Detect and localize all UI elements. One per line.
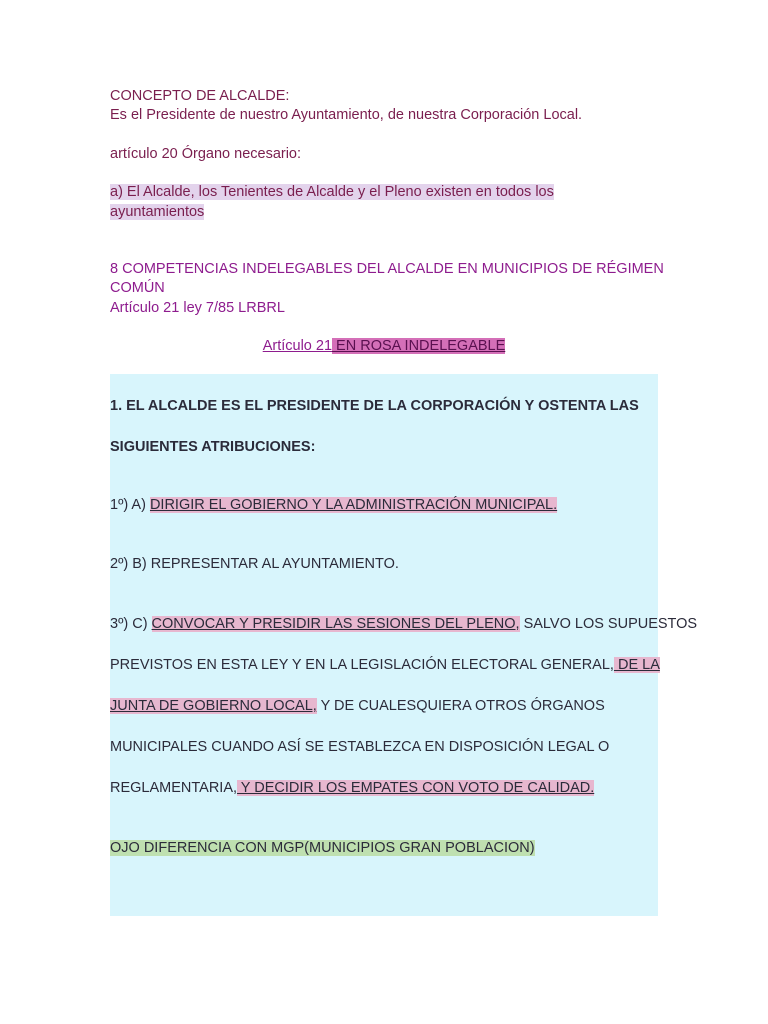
note-line-2: [110, 202, 204, 222]
note-line-1: [110, 182, 554, 202]
item-3-highlight-3: JUNTA DE GOBIERNO LOCAL,: [110, 698, 317, 714]
item-3-line-3: [110, 696, 605, 716]
box-intro-line-2: SIGUIENTES ATRIBUCIONES:: [110, 439, 316, 455]
item-3-rest-1: SALVO LOS SUPUESTOS: [519, 616, 698, 632]
section-heading-line-2: COMÚN: [110, 280, 165, 296]
item-3-prefix: 3º) C): [110, 616, 152, 632]
article-20-line: artículo 20 Órgano necesario:: [110, 146, 302, 162]
page-title: CONCEPTO DE ALCALDE:: [110, 88, 290, 104]
item-2: 2º) B) REPRESENTAR AL AYUNTAMIENTO.: [110, 556, 399, 572]
item-3-line-5: [110, 778, 594, 798]
item-3-line-1: [110, 614, 697, 634]
indelegable-tag: EN ROSA INDELEGABLE: [332, 338, 506, 354]
item-3-highlight-2: DE LA: [613, 657, 660, 673]
highlight-green: OJO DIFERENCIA CON MGP(MUNICIPIOS GRAN POBLACION): [110, 840, 535, 856]
item-3-line-2-text: PREVISTOS EN ESTA LEY Y EN LA LEGISLACIÓN ELECTORAL GENERAL,: [110, 657, 614, 673]
item-3-line-2: [110, 655, 660, 675]
box-intro-line-1: 1. EL ALCALDE ES EL PRESIDENTE DE LA CORPORACIÓN Y OSTENTA LAS: [110, 398, 639, 414]
highlight-lilac: ayuntamientos: [110, 204, 205, 220]
item-1-prefix: 1º) A): [110, 497, 150, 513]
item-3-line-4: MUNICIPALES CUANDO ASÍ SE ESTABLEZCA EN DISPOSICIÓN LEGAL O: [110, 739, 610, 755]
item-3-line-3-rest: Y DE CUALESQUIERA OTROS ÓRGANOS: [316, 698, 605, 714]
item-3-highlight-1: CONVOCAR Y PRESIDIR LAS SESIONES DEL PLENO,: [151, 616, 520, 632]
article-21-label: Artículo 21: [262, 338, 333, 354]
article-21-title: [0, 336, 768, 356]
definition-text: Es el Presidente de nuestro Ayuntamiento, de nuestra Corporación Local.: [110, 107, 583, 123]
item-3-line-5-text: REGLAMENTARIA,: [110, 780, 238, 796]
mgp-note: [110, 838, 535, 858]
item-1-highlight: DIRIGIR EL GOBIERNO Y LA ADMINISTRACIÓN MUNICIPAL.: [149, 497, 558, 513]
item-3-highlight-4: Y DECIDIR LOS EMPATES CON VOTO DE CALIDAD.: [237, 780, 595, 796]
highlight-lilac: a) El Alcalde, los Tenientes de Alcalde y el Pleno existen en todos los: [110, 184, 554, 200]
item-1: [110, 495, 557, 515]
law-reference: Artículo 21 ley 7/85 LRBRL: [110, 300, 285, 316]
section-heading-line-1: 8 COMPETENCIAS INDELEGABLES DEL ALCALDE EN MUNICIPIOS DE RÉGIMEN: [110, 261, 664, 277]
